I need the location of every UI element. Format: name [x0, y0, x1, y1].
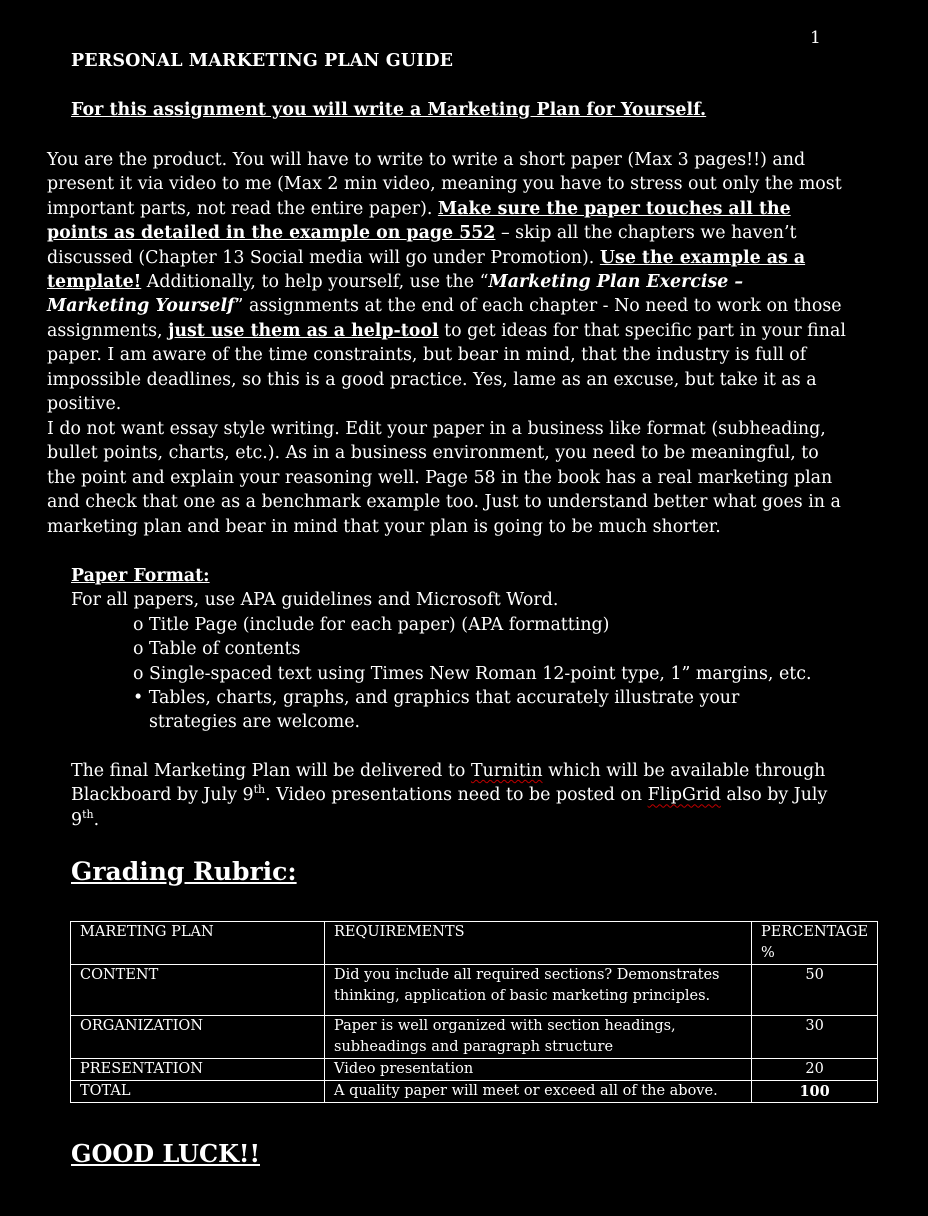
- paper-format-list: [71, 613, 861, 735]
- row-name: ORGANIZATION: [71, 1016, 325, 1059]
- row-requirement: Did you include all required sections? Demonstrates thinking, application of basic marketing principles.: [325, 965, 752, 1016]
- delivery-note: [71, 759, 831, 832]
- closing-message: GOOD LUCK!!: [71, 1139, 260, 1168]
- intro-emphasis-page-552: Make sure the paper touches all the points as detailed in the example on page 552: [47, 198, 791, 244]
- page-number: 1: [810, 28, 821, 48]
- row-percentage: 20: [752, 1059, 878, 1081]
- intro-emphasis-template: Use the example as a template!: [47, 247, 806, 293]
- row-requirement: A quality paper will meet or exceed all of the above.: [325, 1081, 752, 1103]
- intro-exercise-name: Marketing Plan Exercise – Marketing Yourself: [47, 272, 744, 317]
- table-row: [71, 1059, 878, 1081]
- paper-format-heading: Paper Format:: [71, 566, 210, 586]
- header-marketing-plan: MARETING PLAN: [71, 922, 325, 965]
- grading-rubric-table: [70, 921, 878, 1103]
- format-item-title-page: o Title Page (include for each paper) (APA formatting): [133, 614, 610, 635]
- intro-text-1: You are the product. You will have to write to write a short paper (Max 3 pages!!) and present it via video to me (Max 2 min video, meaning you have to stress out only the most important parts, not read the entire paper).: [47, 150, 842, 219]
- table-header-row: [71, 922, 878, 965]
- paper-format-intro: For all papers, use APA guidelines and Microsoft Word.: [71, 590, 559, 611]
- intro-text-4: ” assignments at the end of each chapter - No need to work on those assignments,: [47, 296, 842, 341]
- row-percentage: 50: [752, 965, 878, 1016]
- format-item-spacing: o Single-spaced text using Times New Roman 12-point type, 1” margins, etc.: [133, 663, 812, 684]
- format-paragraph: I do not want essay style writing. Edit your paper in a business like format (subheading, bullet points, charts, etc.). As in a business environment, you need to be meaningful, to the point and explain your reasoning well. Page 58 in the book has a real marketing plan and check that one as a benchmark example too. Just to understand better what goes in a marketing plan and bear in mind that your plan is going to be much shorter.: [47, 419, 841, 537]
- ordinal-suffix-1: th: [253, 783, 266, 797]
- flipgrid-word: FlipGrid: [647, 785, 721, 806]
- row-name: CONTENT: [71, 965, 325, 1016]
- turnitin-word: Turnitin: [470, 761, 543, 781]
- assignment-statement: For this assignment you will write a Marketing Plan for Yourself.: [71, 100, 707, 120]
- intro-text-3: Additionally, to help yourself, use the “: [141, 272, 489, 293]
- paper-format-section: [71, 564, 861, 735]
- document-title: PERSONAL MARKETING PLAN GUIDE: [71, 51, 454, 71]
- intro-text-2: – skip all the chapters we haven’t discussed (Chapter 13 Social media will go under Promotion).: [47, 223, 797, 268]
- table-row: [71, 1081, 878, 1103]
- header-percentage: PERCENTAGE %: [752, 922, 878, 965]
- intro-text-5: to get ideas for that specific part in your final paper. I am aware of the time constraints, but bear in mind, that the industry is full of impossible deadlines, so this is a good practice. Yes, lame as an excuse, but take it as a positive.: [47, 320, 846, 415]
- ordinal-suffix-2: th: [82, 808, 94, 822]
- delivery-text-5: .: [93, 809, 100, 830]
- delivery-text-4: also by July 9: [71, 785, 828, 830]
- delivery-text-3: . Video presentations need to be posted on: [265, 785, 648, 806]
- format-item-graphics: • Tables, charts, graphs, and graphics that accurately illustrate your strategies are welcome.: [133, 688, 740, 733]
- delivery-text-1: The final Marketing Plan will be delivered to: [71, 761, 471, 781]
- rubric-heading: Grading Rubric:: [71, 857, 297, 886]
- table-row: [71, 965, 878, 1016]
- row-percentage: 100: [752, 1081, 878, 1103]
- header-requirements: REQUIREMENTS: [325, 922, 752, 965]
- row-requirement: Video presentation: [325, 1059, 752, 1081]
- row-requirement: Paper is well organized with section headings, subheadings and paragraph structure: [325, 1016, 752, 1059]
- intro-paragraph: [47, 148, 847, 416]
- row-name: TOTAL: [71, 1081, 325, 1103]
- table-row: [71, 1016, 878, 1059]
- row-percentage: 30: [752, 1016, 878, 1059]
- intro-emphasis-help-tool: just use them as a help-tool: [168, 320, 439, 341]
- delivery-text-2: which will be available through Blackboard by July 9: [71, 761, 826, 806]
- format-item-toc: o Table of contents: [133, 639, 301, 660]
- row-name: PRESENTATION: [71, 1059, 325, 1081]
